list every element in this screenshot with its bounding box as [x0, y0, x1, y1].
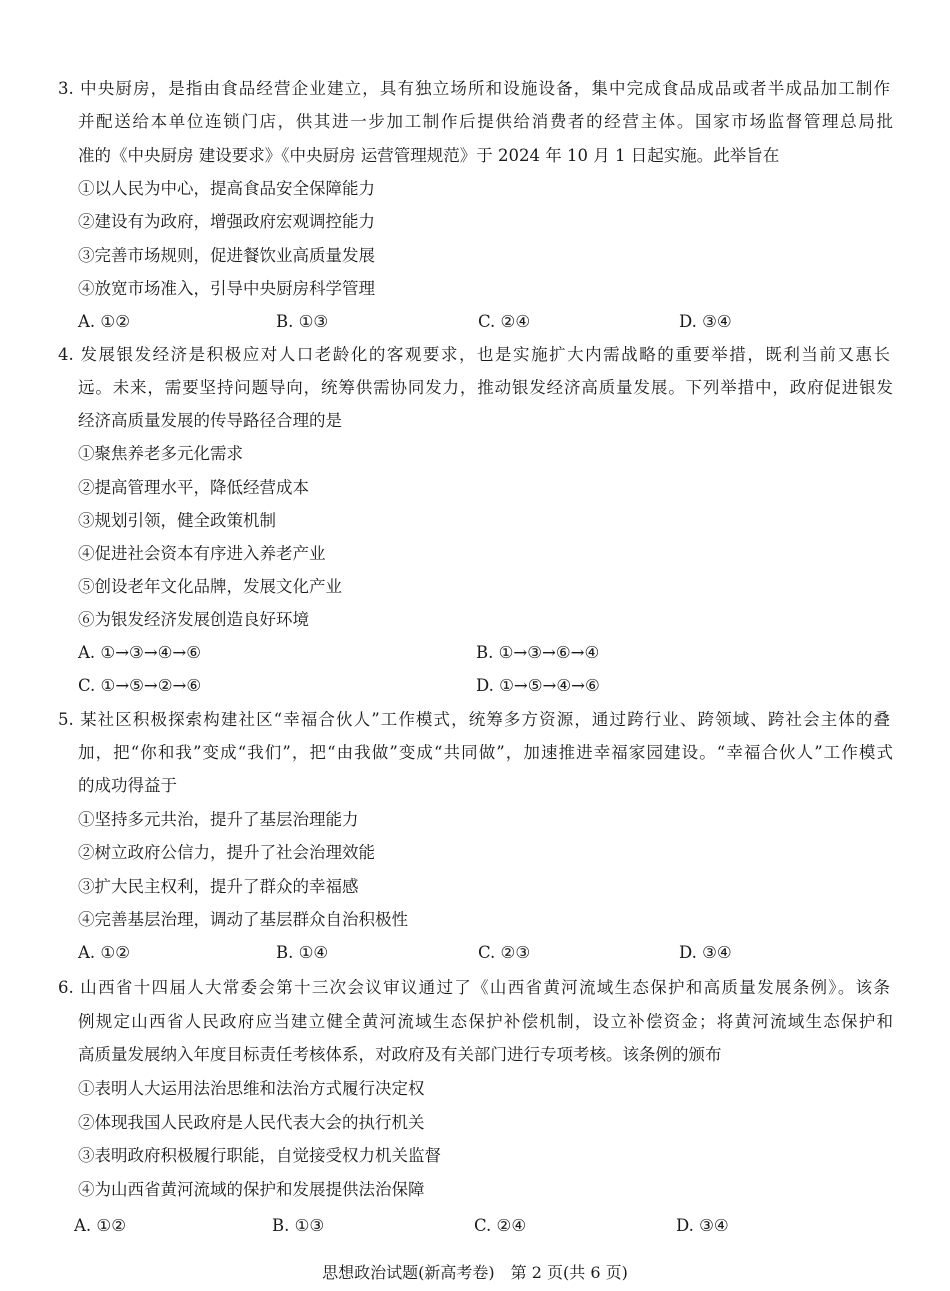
answer-choice-b[interactable]: B. ①④ — [276, 943, 329, 962]
answer-choice-c[interactable]: C. ①→⑤→②→⑥ — [78, 676, 202, 695]
question-stem-line: 高质量发展纳入年度目标责任考核体系，对政府及有关部门进行专项考核。该条例的颁布 — [78, 1045, 722, 1064]
statement-option: ①表明人大运用法治思维和法治方式履行决定权 — [78, 1079, 425, 1098]
question-stem-line: 3. 中央厨房，是指由食品经营企业建立，具有独立场所和设施设备，集中完成食品成品或者半成品加工制作 — [58, 79, 890, 98]
answer-choice-c[interactable]: C. ②③ — [478, 943, 531, 962]
answer-choice-d[interactable]: D. ①→⑤→④→⑥ — [476, 676, 600, 695]
statement-option: ⑥为银发经济发展创造良好环境 — [78, 610, 309, 629]
page-footer: 思想政治试题(新高考卷) 第 2 页(共 6 页) — [322, 1263, 628, 1282]
statement-option: ④为山西省黄河流域的保护和发展提供法治保障 — [78, 1180, 425, 1199]
statement-option: ④完善基层治理，调动了基层群众自治积极性 — [78, 910, 408, 929]
question-stem-line: 准的《中央厨房 建设要求》《中央厨房 运营管理规范》于 2024 年 10 月 1 日起实施。此举旨在 — [78, 146, 780, 165]
statement-option: ①聚焦养老多元化需求 — [78, 444, 243, 463]
question-stem-line: 远。未来，需要坚持问题导向，统筹供需协同发力，推动银发经济高质量发展。下列举措中，政府促进银发 — [78, 378, 893, 397]
answer-choice-a[interactable]: A. ①→③→④→⑥ — [78, 643, 202, 662]
answer-choice-d[interactable]: D. ③④ — [679, 943, 732, 962]
statement-option: ④促进社会资本有序进入养老产业 — [78, 544, 326, 563]
statement-option: ②提高管理水平，降低经营成本 — [78, 478, 309, 497]
statement-option: ④放宽市场准入，引导中央厨房科学管理 — [78, 279, 375, 298]
answer-choice-b[interactable]: B. ①→③→⑥→④ — [476, 643, 600, 662]
question-stem-line: 4. 发展银发经济是积极应对人口老龄化的客观要求，也是实施扩大内需战略的重要举措，既利当前又惠长 — [58, 345, 890, 364]
answer-choice-a[interactable]: A. ①② — [78, 312, 130, 331]
statement-option: ⑤创设老年文化品牌，发展文化产业 — [78, 577, 342, 596]
question-stem-line: 经济高质量发展的传导路径合理的是 — [78, 411, 342, 430]
answer-choice-b[interactable]: B. ①③ — [276, 312, 329, 331]
question-stem-line: 的成功得益于 — [78, 776, 177, 795]
answer-choice-d[interactable]: D. ③④ — [679, 312, 732, 331]
answer-choice-b[interactable]: B. ①③ — [272, 1216, 325, 1235]
question-stem-line: 并配送给本单位连锁门店，供其进一步加工制作后提供给消费者的经营主体。国家市场监督管理总局批 — [78, 112, 893, 131]
statement-option: ②体现我国人民政府是人民代表大会的执行机关 — [78, 1113, 425, 1132]
answer-choice-d[interactable]: D. ③④ — [676, 1216, 729, 1235]
statement-option: ①以人民为中心，提高食品安全保障能力 — [78, 179, 375, 198]
question-stem-line: 加，把“你和我”变成“我们”，把“由我做”变成“共同做”，加速推进幸福家园建设。“幸福合伙人”工作模式 — [78, 743, 893, 762]
question-stem-line: 5. 某社区积极探索构建社区“幸福合伙人”工作模式，统筹多方资源，通过跨行业、跨领域、跨社会主体的叠 — [58, 710, 890, 729]
statement-option: ③完善市场规则，促进餐饮业高质量发展 — [78, 246, 375, 265]
question-stem-line: 6. 山西省十四届人大常委会第十三次会议审议通过了《山西省黄河流域生态保护和高质量发展条例》。该条 — [58, 978, 890, 997]
statement-option: ③表明政府积极履行职能，自觉接受权力机关监督 — [78, 1146, 441, 1165]
statement-option: ③扩大民主权利，提升了群众的幸福感 — [78, 877, 359, 896]
statement-option: ③规划引领，健全政策机制 — [78, 511, 276, 530]
answer-choice-c[interactable]: C. ②④ — [474, 1216, 527, 1235]
answer-choice-a[interactable]: A. ①② — [78, 943, 130, 962]
statement-option: ②建设有为政府，增强政府宏观调控能力 — [78, 212, 375, 231]
statement-option: ①坚持多元共治，提升了基层治理能力 — [78, 810, 359, 829]
question-stem-line: 例规定山西省人民政府应当建立健全黄河流域生态保护补偿机制，设立补偿资金；将黄河流域生态保护和 — [78, 1012, 893, 1031]
statement-option: ②树立政府公信力，提升了社会治理效能 — [78, 843, 375, 862]
answer-choice-c[interactable]: C. ②④ — [478, 312, 531, 331]
answer-choice-a[interactable]: A. ①② — [74, 1216, 126, 1235]
